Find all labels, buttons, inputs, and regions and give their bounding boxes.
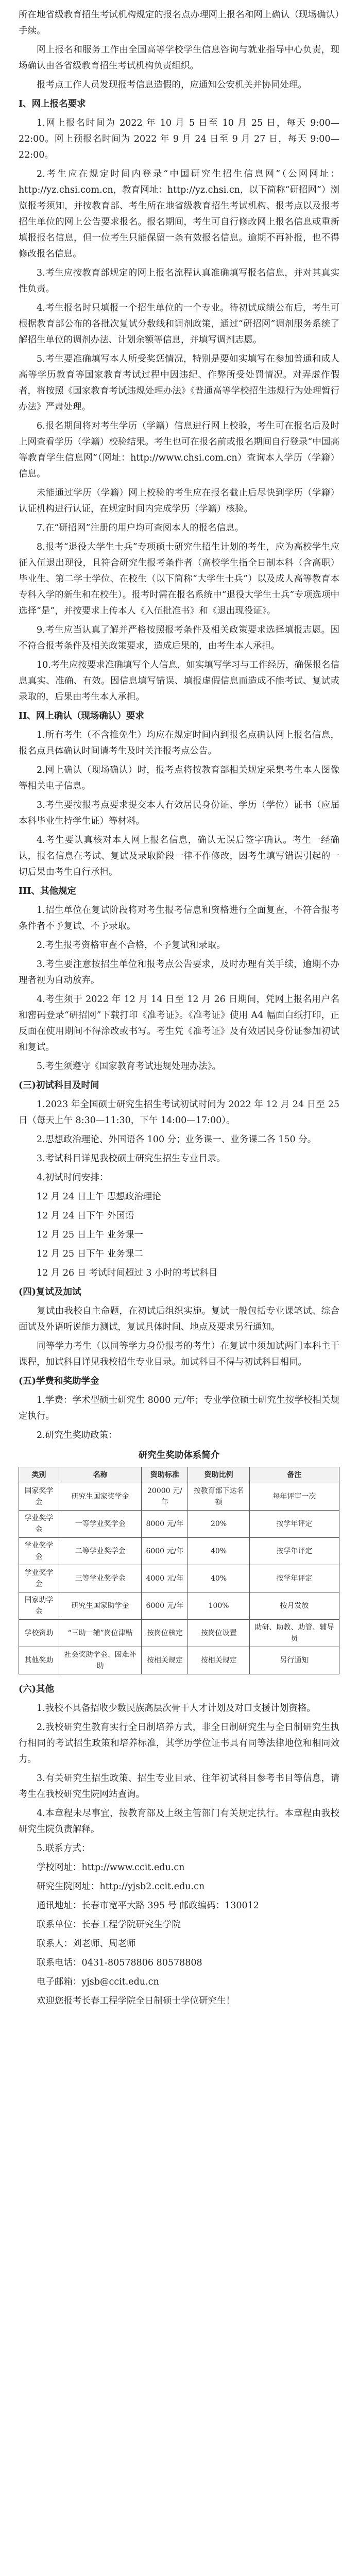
section-paragraph: 8.报考“退役大学生士兵”专项硕士研究生招生计划的考生，应为高校学生应征入伍退出现役，且符合研究生报考条件者（高校学生指全日制本科（含高职）毕业生、第二学士学位、在校生（以下简称“大学生士兵”）以及成人高等教育本专科入学的新生和在校生）。报考时需在报名系统中“退役大学生士兵”专项选项中选择“是”，并按要求上传本人《入伍批准书》和《退出现役证》。 bbox=[19, 542, 339, 616]
section-paragraph: 2.我校研究生教育实行全日制培养方式，非全日制研究生与全日制研究生执行相同的考试招生政策和培养标准，其学历学位证书具有同等法律地位和相同效力。 bbox=[19, 1722, 339, 1765]
table-cell: 按月发放 bbox=[249, 1592, 339, 1620]
section-paragraph: 1.网上报名时间为 2022 年 10 月 5 日至 10 月 25 日，每天 9:00—22:00。网上预报名时间为 2022 年 9 月 24 日至 9 月 27 日，每天 9:00—22:00。 bbox=[19, 118, 339, 160]
contact-heading: 5.联系方式： bbox=[37, 1843, 91, 1854]
section-paragraph: 4.本章程未尽事宜，按教育部及上级主管部门有关规定执行。本章程由我校研究生院负责解释。 bbox=[19, 1808, 339, 1835]
scholarship-table bbox=[19, 1467, 339, 1674]
table-cell: 按学年评定 bbox=[249, 1538, 339, 1565]
section-heading: (六)其他 bbox=[19, 1684, 55, 1694]
section-paragraph: 3.考生要按报考点要求提交本人有效居民身份证、学历（学位）证书（应届本科毕业生持学生证）等材料。 bbox=[19, 800, 339, 826]
intro-paragraph: 所在地省级教育招生考试机构规定的报名点办理网上报名和网上确认（现场确认）手续。 bbox=[19, 10, 339, 36]
section-paragraph: 3.考生要注意按招生单位和报考点公告要求，及时办理有关手续，逾期不办理者视为自动放弃。 bbox=[19, 959, 339, 986]
contact-address: 通讯地址：长春市宽平大路 395 号 邮政编码：130012 bbox=[37, 1901, 259, 1911]
contact-block bbox=[19, 1860, 339, 1990]
intro-paragraph: 网上报名和服务工作由全国高等学校学生信息咨询与就业指导中心负责，现场确认由各省级教育招生考试机构负责组织。 bbox=[19, 45, 339, 71]
section-paragraph: 4.初试时间安排： bbox=[37, 1173, 109, 1183]
table-cell: 学业奖学金 bbox=[19, 1511, 59, 1538]
table-header-cell: 资助标准 bbox=[142, 1467, 188, 1483]
contact-phone: 联系电话：0431-80578806 80578808 bbox=[37, 1958, 202, 1968]
table-row bbox=[19, 1592, 339, 1620]
table-cell: 国家奖学金 bbox=[19, 1483, 59, 1511]
table-cell: “三助一辅”岗位津贴 bbox=[59, 1620, 142, 1647]
table-row bbox=[19, 1620, 339, 1647]
schedule-item: 12 月 24 日上午 思想政治理论 bbox=[37, 1192, 161, 1202]
table-cell: 三等学业奖学金 bbox=[59, 1565, 142, 1592]
section-paragraph: 2.网上确认（现场确认）时，报考点将按教育部相关规定采集考生本人图像等相关电子信息。 bbox=[19, 765, 339, 791]
schedule-item: 12 月 26 日 考试时间超过 3 小时的考试科目 bbox=[37, 1268, 218, 1278]
section-paragraph: 同等学力考生（以同等学力身份报考的考生）在复试中须加试两门本科主干课程，加试科目详见我校招生专业目录。加试科目不得与初试科目相同。 bbox=[19, 1341, 339, 1367]
section-paragraph: 3.考生应按教育部规定的网上报名流程认真准确填写报名信息，并对其真实性负责。 bbox=[19, 268, 339, 294]
table-cell: 每年评审一次 bbox=[249, 1483, 339, 1511]
contact-email[interactable]: 电子邮箱：yjsb@ccit.edu.cn bbox=[37, 1977, 159, 1987]
section-heading: (四)复试及加试 bbox=[19, 1287, 81, 1297]
table-header-row bbox=[19, 1467, 339, 1483]
contact-website[interactable]: 学校网址：http://www.ccit.edu.cn bbox=[37, 1862, 185, 1873]
table-cell: 助研、助教、助管、辅导员 bbox=[249, 1620, 339, 1647]
section-misc bbox=[19, 1682, 339, 2009]
section-paragraph: 2.研究生奖助政策： bbox=[37, 1430, 117, 1440]
contact-person: 联系人：刘老师、周老师 bbox=[37, 1939, 136, 1949]
section-paragraph: 2.思想政治理论、外国语各 100 分；业务课一、业务课二各 150 分。 bbox=[37, 1134, 317, 1145]
section-paragraph: 9.考生应当认真了解并严格按照报考条件及相关政策要求选择填报志愿。因不符合报考条件及相关政策要求，造成后果的，由考生本人承担。 bbox=[19, 625, 339, 651]
section-paragraph: 2.考生应在规定时间内登录“中国研究生招生信息网”（公网网址：http://yz.chsi.com.cn，教育网址：http://yz.chsi.cn，以下简称“研招网”）浏览报考须知，并按教育部、考生所在地省级教育招生考试机构、报考点以及报考招生单位的网上公告要求报名。报名期间，考生可自行修改网上报名信息或重新填报报名信息，但一位考生只能保留一条有效报名信息。逾期不再补报，也不得修改报名信息。 bbox=[19, 169, 339, 259]
table-cell: 按岗位设置 bbox=[188, 1620, 250, 1647]
section-paragraph: 1.所有考生（不含推免生）均应在规定时间内到报名点确认网上报名信息，报名点具体确认时间请考生及时关注报考点公告。 bbox=[19, 730, 339, 756]
section-paragraph: 3.有关研究生招生政策、招生专业目录、往年初试科目参考书目等信息，请考生在我校研究生院网站查询。 bbox=[19, 1773, 339, 1800]
table-cell: 学业奖学金 bbox=[19, 1565, 59, 1592]
section-paragraph: 4.考生报名时只填报一个招生单位的一个专业。待初试成绩公布后，考生可根据教育部公布的各批次复试分数线和调剂政策，通过“研招网”调剂服务系统了解招生单位的调剂办法、计划余额等信息，并填写调剂志愿。 bbox=[19, 303, 339, 345]
table-cell: 40% bbox=[188, 1538, 250, 1565]
table-cell: 社会奖助学金、困难补助 bbox=[59, 1647, 142, 1674]
section-paragraph: 未能通过学历（学籍）网上校验的考生应在报名截止后尽快到学历（学籍）认证机构进行认证，在规定时间内完成学历（学籍）核验。 bbox=[19, 488, 339, 514]
table-cell: 100% bbox=[188, 1592, 250, 1620]
section-heading: (三)初试科目及时间 bbox=[19, 1080, 99, 1091]
table-cell: 研究生国家助学金 bbox=[59, 1592, 142, 1620]
section-heading: III、其他规定 bbox=[19, 886, 77, 896]
schedule-item: 12 月 24 日下午 外国语 bbox=[37, 1211, 134, 1221]
table-cell: 按相关规定 bbox=[188, 1647, 250, 1674]
table-cell: 一等学业奖学金 bbox=[59, 1511, 142, 1538]
table-row bbox=[19, 1538, 339, 1565]
section-exam-subjects bbox=[19, 1078, 339, 1281]
section-heading: I、网上报名要求 bbox=[19, 99, 86, 109]
table-cell: 按教育部下达名额 bbox=[188, 1483, 250, 1511]
intro-section bbox=[19, 7, 339, 93]
table-row bbox=[19, 1483, 339, 1511]
section-paragraph: 1.2023 年全国硕士研究生招生考试初试时间为 2022 年 12 月 24 日至 25 日（每天上午 8:30—11:30，下午 14:00—17:00）。 bbox=[19, 1099, 339, 1126]
table-header-cell: 资助比例 bbox=[188, 1467, 250, 1483]
intro-paragraph: 报考点工作人员发现报考信息造假的，应通知公安机关并协同处理。 bbox=[37, 80, 307, 90]
section-tuition-scholarship bbox=[19, 1374, 339, 1674]
contact-unit: 联系单位：长春工程学院研究生学院 bbox=[37, 1920, 181, 1930]
table-cell: 另行通知 bbox=[249, 1647, 339, 1674]
table-cell: 6000 元/年 bbox=[142, 1538, 188, 1565]
table-cell: 按相关规定 bbox=[142, 1647, 188, 1674]
section-paragraph: 1.招生单位在复试阶段将对考生报考信息和资格进行全面复查，不符合报考条件者不予复试、不予录取。 bbox=[19, 905, 339, 931]
table-cell: 其他奖助 bbox=[19, 1647, 59, 1674]
section-onsite-confirmation bbox=[19, 708, 339, 880]
table-cell: 20000 元/年 bbox=[142, 1483, 188, 1511]
table-cell: 按岗位核定 bbox=[142, 1620, 188, 1647]
schedule-item: 12 月 25 日上午 业务课一 bbox=[37, 1230, 143, 1240]
table-cell: 研究生国家奖学金 bbox=[59, 1483, 142, 1511]
closing-text: 欢迎您报考长春工程学院全日制硕士学位研究生！ bbox=[37, 1996, 235, 2006]
section-paragraph: 7.在“研招网”注册的用户均可查阅本人的报名信息。 bbox=[37, 523, 244, 533]
contact-graduate-website[interactable]: 研究生院网址：http://yjsb2.ccit.edu.cn bbox=[37, 1882, 205, 1892]
table-caption: 研究生奖助体系简介 bbox=[138, 1450, 220, 1461]
table-cell: 4000 元/年 bbox=[142, 1565, 188, 1592]
section-heading: (五)学费和奖助学金 bbox=[19, 1376, 99, 1386]
table-cell: 20% bbox=[188, 1511, 250, 1538]
table-cell: 按学年评定 bbox=[249, 1565, 339, 1592]
table-row bbox=[19, 1565, 339, 1592]
table-header-cell: 备注 bbox=[249, 1467, 339, 1483]
section-paragraph: 1.我校不具备招收少数民族高层次骨干人才计划及对口支援计划资格。 bbox=[37, 1703, 316, 1714]
section-paragraph: 4.考生须于 2022 年 12 月 14 日至 12 月 26 日期间，凭网上报名用户名和密码登录“研招网”下载打印《准考证》。《准考证》使用 A4 幅面白纸打印，正反面在使用期间不得涂改或书写。考生凭《准考证》及有效居民身份证参加初试和复试。 bbox=[19, 994, 339, 1053]
section-paragraph: 复试由我校自主命题，在初试后组织实施。复试一般包括专业课笔试、综合面试及外语听说能力测试，复试具体时间、地点及要求另行通知。 bbox=[19, 1306, 339, 1332]
table-header-cell: 类别 bbox=[19, 1467, 59, 1483]
table-cell: 学业奖学金 bbox=[19, 1538, 59, 1565]
table-row bbox=[19, 1511, 339, 1538]
table-cell: 按学年评定 bbox=[249, 1511, 339, 1538]
table-cell: 国家助学金 bbox=[19, 1592, 59, 1620]
section-paragraph: 5.考生须遵守《国家教育考试违规处理办法》。 bbox=[37, 1061, 221, 1072]
section-paragraph: 3.考试科目详见我校硕士研究生招生专业目录。 bbox=[37, 1154, 226, 1164]
section-paragraph: 5.考生要准确填写本人所受奖惩情况，特别是要如实填写在参加普通和成人高等学历教育等国家教育考试过程中因违纪、作弊所受处罚情况。对弄虚作假者，将按照《国家教育考试违规处理办法》《普通高等学校招生违规行为处理暂行办法》严肃处理。 bbox=[19, 354, 339, 412]
table-row bbox=[19, 1647, 339, 1674]
section-online-registration bbox=[19, 96, 339, 705]
section-paragraph: 2.考生报考资格审查不合格，不予复试和录取。 bbox=[37, 940, 226, 951]
section-paragraph: 10.考生应按要求准确填写个人信息，如实填写学习与工作经历，确保报名信息真实、准确、有效。因信息填写错误、填报虚假信息而造成不能考试、复试或录取的，后果由考生本人承担。 bbox=[19, 660, 339, 702]
table-cell: 40% bbox=[188, 1565, 250, 1592]
table-cell: 学校资助 bbox=[19, 1620, 59, 1647]
table-cell: 8000 元/年 bbox=[142, 1511, 188, 1538]
section-paragraph: 1.学费：学术型硕士研究生 8000 元/年；专业学位硕士研究生按学校相关规定执行。 bbox=[19, 1395, 339, 1421]
section-paragraph: 6.报名期间将对考生学历（学籍）信息进行网上校验，考生可在报名后及时上网查看学历（学籍）校验结果。考生也可在报名前或报名期间自行登录“中国高等教育学生信息网”（网址：http://www.chsi.com.cn）查询本人学历（学籍）信息。 bbox=[19, 421, 339, 479]
section-heading: II、网上确认（现场确认）要求 bbox=[19, 711, 144, 721]
section-other-rules bbox=[19, 884, 339, 1075]
table-header-cell: 名称 bbox=[59, 1467, 142, 1483]
table-cell: 6000 元/年 bbox=[142, 1592, 188, 1620]
section-retest bbox=[19, 1284, 339, 1370]
table-cell: 二等学业奖学金 bbox=[59, 1538, 142, 1565]
section-paragraph: 4.考生要认真核对本人网上报名信息，确认无误后签字确认。考生一经确认，报名信息在考试、复试及录取阶段一律不作修改，因考生填写错误引起的一切后果由考生自行承担。 bbox=[19, 835, 339, 877]
schedule-item: 12 月 25 日下午 业务课二 bbox=[37, 1249, 143, 1259]
